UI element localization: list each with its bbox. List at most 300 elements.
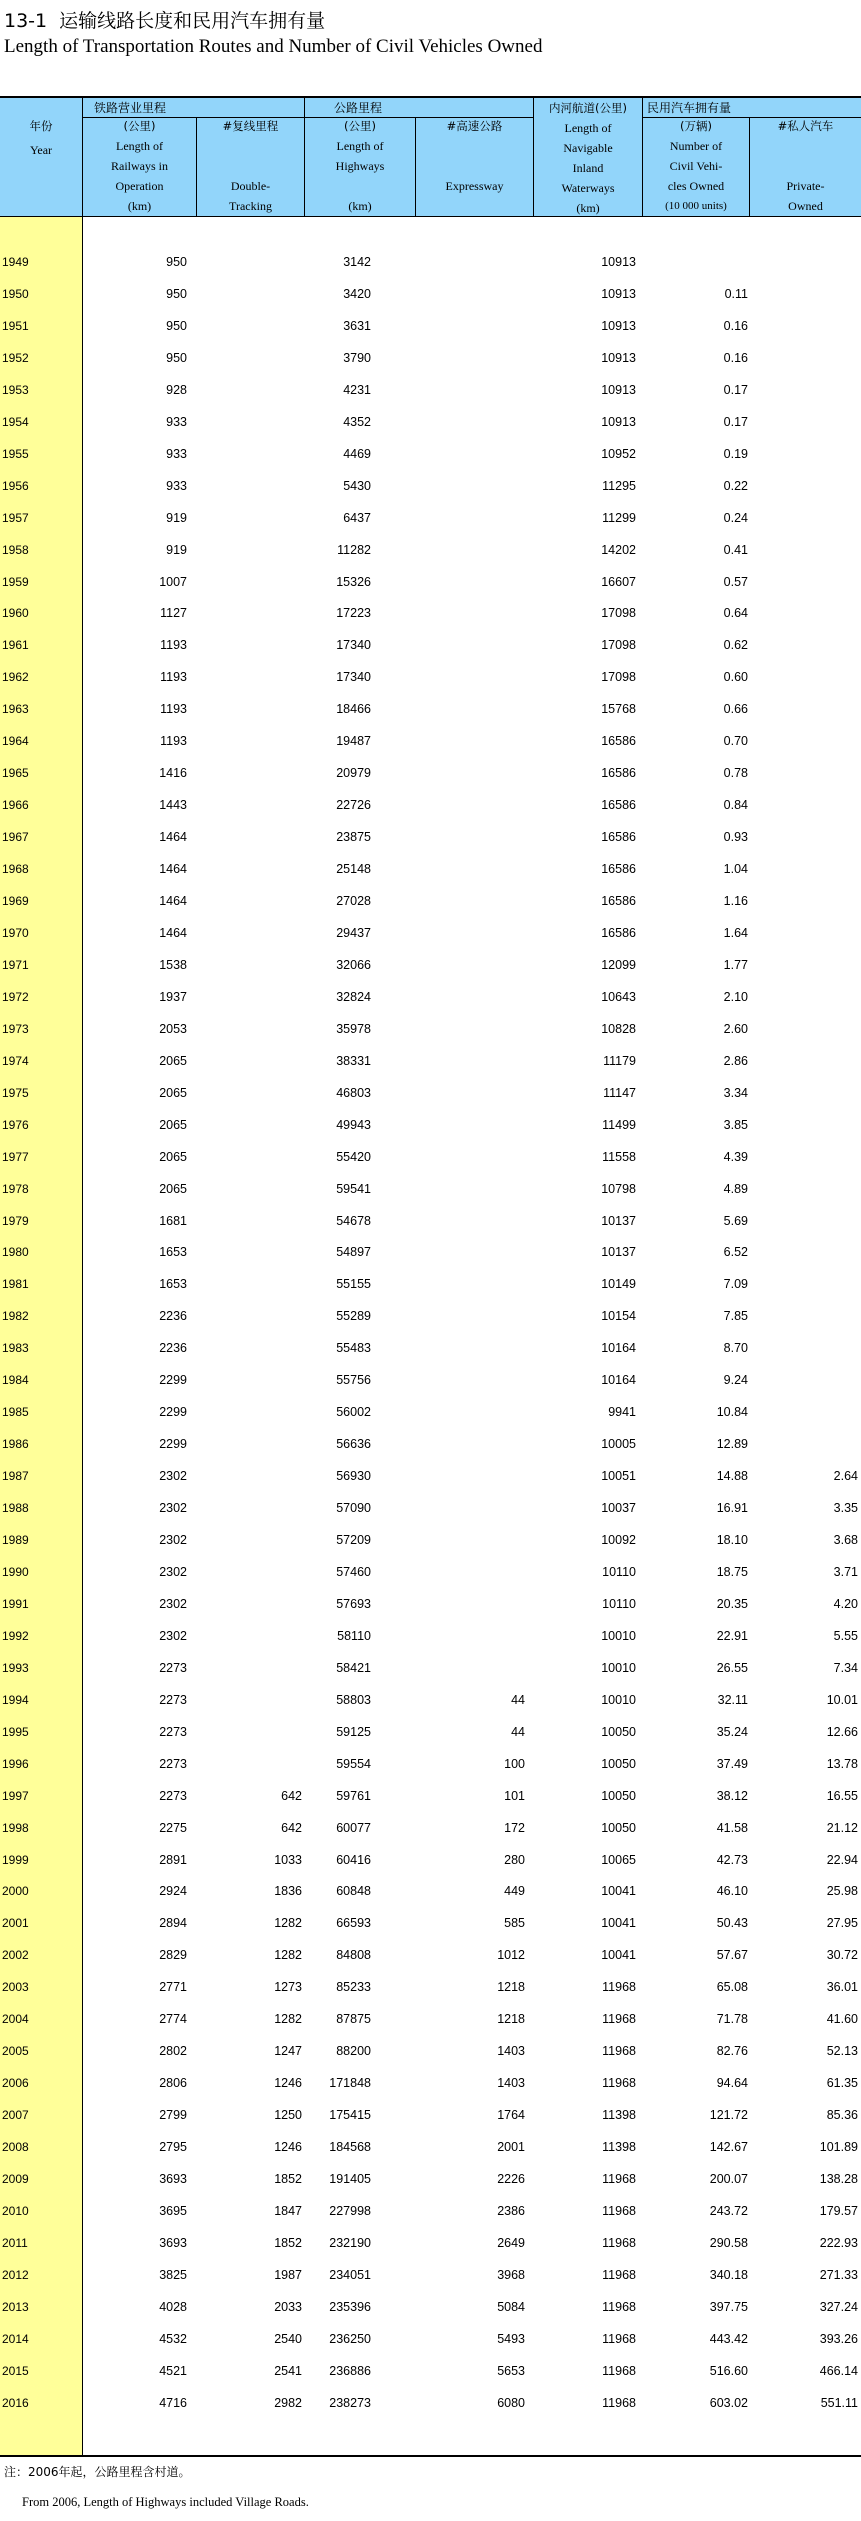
highway-length-cell: 58803: [336, 1692, 371, 1707]
waterway-length-cell: 11968: [602, 2299, 636, 2314]
vehicles-cell: 10.84: [716, 1405, 748, 1420]
year-cell: 2010: [2, 2203, 29, 2218]
double-tracking-cell: 1250: [274, 2108, 302, 2123]
year-cell: 1973: [2, 1021, 29, 1036]
highway-length-cell: 56002: [336, 1405, 371, 1420]
private-vehicles-cell: 61.35: [826, 2076, 858, 2091]
year-cell: 1978: [2, 1181, 29, 1196]
private-vehicles-cell: 52.13: [826, 2044, 858, 2059]
rail-length-cell: 4521: [159, 2363, 187, 2378]
waterway-length-cell: 11968: [602, 2395, 636, 2410]
waterway-length-cell: 10041: [601, 1916, 636, 1931]
double-tracking-cell: 2540: [274, 2331, 302, 2346]
table-row: [0, 660, 861, 692]
private-vehicles-cell: 5.55: [833, 1628, 858, 1643]
vehicles-cell: 4.39: [723, 1149, 748, 1164]
rail-length-cell: 1464: [159, 830, 187, 845]
expressway-cell: 1218: [497, 1980, 525, 1995]
rail-length-cell: 2829: [159, 1948, 187, 1963]
private-vehicles-cell: 179.57: [819, 2203, 858, 2218]
highway-length-cell: 235396: [329, 2299, 371, 2314]
table-row: [0, 756, 861, 788]
year-cell: 1970: [2, 925, 29, 940]
rail-length-cell: 2275: [159, 1820, 187, 1835]
waterway-length-cell: 11968: [602, 2172, 636, 2186]
rail-length-cell: 950: [166, 350, 187, 365]
vehicles-cell: 1.77: [723, 957, 748, 972]
highway-length-cell: 57209: [336, 1533, 371, 1547]
vehicles-cell: 2.86: [723, 1053, 748, 1068]
year-cell: 1981: [2, 1277, 29, 1292]
highway-length-cell: 84808: [336, 1948, 371, 1963]
waterway-length-cell: 17098: [601, 670, 636, 685]
vehicles-cell: 290.58: [709, 2235, 748, 2250]
waterway-length-cell: 10010: [601, 1692, 636, 1707]
rail-length-cell: 2053: [159, 1021, 187, 1036]
year-cell: 2004: [2, 2012, 29, 2027]
private-vehicles-cell: 10.01: [826, 1692, 858, 1707]
table-row: [0, 1108, 861, 1140]
waterway-length-cell: 11968: [602, 2331, 636, 2346]
waterway-length-cell: 16586: [601, 830, 636, 845]
private-vehicles-cell: 85.36: [826, 2108, 858, 2123]
vehicles-cell: 121.72: [709, 2108, 748, 2123]
table-row: [0, 1204, 861, 1236]
table-row: [0, 628, 861, 660]
rail-length-cell: 2802: [159, 2044, 187, 2059]
highway-length-cell: 3631: [343, 318, 371, 333]
vehicles-cell: 71.78: [716, 2012, 748, 2027]
vehicles-cell: 0.57: [723, 574, 748, 589]
year-cell: 2002: [2, 1948, 29, 1963]
private-vehicles-cell: 138.28: [819, 2172, 858, 2186]
year-cell: 2000: [2, 1884, 29, 1899]
highway-length-cell: 17223: [336, 606, 371, 621]
rail-length-cell: 2924: [159, 1884, 187, 1899]
table-row: [0, 2130, 861, 2162]
highway-length-cell: 15326: [336, 574, 371, 589]
private-vehicles-cell: 327.24: [819, 2299, 858, 2314]
table-row: [0, 1619, 861, 1651]
year-cell: 2012: [2, 2267, 29, 2282]
waterway-length-cell: 10041: [601, 1884, 636, 1899]
waterway-length-cell: 10164: [601, 1341, 636, 1356]
highway-length-cell: 55483: [336, 1341, 371, 1356]
waterway-length-cell: 10913: [601, 318, 636, 333]
rail-length-cell: 2799: [159, 2108, 187, 2123]
highway-length-cell: 4231: [343, 382, 371, 397]
table-row: [0, 596, 861, 628]
year-cell: 1999: [2, 1852, 29, 1867]
vehicles-cell: 8.70: [723, 1341, 748, 1356]
rail-length-cell: 2273: [159, 1788, 187, 1803]
year-cell: 1953: [2, 382, 29, 397]
table-row: [0, 277, 861, 309]
vehicles-cell: 340.18: [709, 2267, 748, 2282]
rail-length-cell: 2273: [159, 1724, 187, 1739]
year-cell: 1992: [2, 1628, 29, 1643]
waterway-length-cell: 10164: [601, 1373, 636, 1388]
double-tracking-cell: 642: [281, 1788, 302, 1803]
waterway-length-cell: 10913: [601, 382, 636, 397]
highway-length-cell: 18466: [336, 702, 371, 717]
highway-length-cell: 27028: [336, 894, 371, 908]
year-cell: 1984: [2, 1373, 29, 1388]
vehicles-cell: 0.19: [723, 446, 748, 461]
waterway-length-cell: 10005: [601, 1437, 636, 1452]
highway-length-cell: 58110: [337, 1628, 371, 1643]
double-tracking-cell: 1836: [274, 1884, 302, 1899]
expressway-cell: 172: [504, 1820, 525, 1835]
year-cell: 1961: [2, 638, 29, 653]
rail-length-cell: 2302: [159, 1628, 187, 1643]
waterway-length-cell: 10137: [601, 1245, 636, 1260]
highway-length-cell: 58421: [336, 1660, 371, 1675]
waterway-length-cell: 16586: [601, 862, 636, 877]
expressway-cell: 1218: [497, 2012, 525, 2027]
expressway-cell: 5493: [497, 2331, 525, 2346]
table-row: [0, 2290, 861, 2322]
table-row: [0, 2386, 861, 2418]
expressway-cell: 2226: [497, 2172, 525, 2186]
double-tracking-cell: 1246: [274, 2076, 302, 2091]
waterway-length-cell: 11147: [603, 1085, 636, 1100]
rail-length-cell: 3693: [159, 2172, 187, 2186]
header-rail: (公里) Length of Railways in Operation (km): [111, 119, 168, 213]
waterway-length-cell: 10010: [601, 1628, 636, 1643]
expressway-cell: 2386: [497, 2203, 525, 2218]
table-row: [0, 1811, 861, 1843]
waterway-length-cell: 10037: [601, 1501, 636, 1516]
rail-length-cell: 2236: [159, 1341, 187, 1356]
highway-length-cell: 54678: [336, 1213, 371, 1228]
rail-length-cell: 2273: [159, 1660, 187, 1675]
table-row: [0, 501, 861, 533]
private-vehicles-cell: 7.34: [833, 1660, 858, 1675]
table-row: [0, 469, 861, 501]
private-vehicles-cell: 27.95: [826, 1916, 858, 1931]
rail-length-cell: 1193: [160, 734, 187, 749]
waterway-length-cell: 11558: [602, 1149, 636, 1164]
table-row: [0, 788, 861, 820]
vehicles-cell: 16.91: [716, 1501, 748, 1516]
expressway-cell: 449: [504, 1884, 525, 1899]
double-tracking-cell: 1847: [274, 2203, 302, 2218]
year-cell: 2007: [2, 2108, 29, 2123]
rail-length-cell: 1937: [159, 989, 187, 1004]
expressway-cell: 101: [504, 1788, 525, 1803]
highway-length-cell: 22726: [336, 798, 371, 813]
vehicles-cell: 0.60: [723, 670, 748, 685]
waterway-length-cell: 10154: [601, 1309, 636, 1324]
table-row: [0, 437, 861, 469]
waterway-length-cell: 16586: [601, 766, 636, 781]
private-vehicles-cell: 25.98: [826, 1884, 858, 1899]
vehicles-cell: 26.55: [716, 1660, 748, 1675]
rail-length-cell: 2299: [159, 1405, 187, 1420]
table-row: [0, 1076, 861, 1108]
rail-length-cell: 2806: [159, 2076, 187, 2091]
rail-length-cell: 933: [166, 446, 187, 461]
private-vehicles-cell: 271.33: [819, 2267, 858, 2282]
vehicles-cell: 9.24: [723, 1373, 748, 1388]
waterway-length-cell: 10110: [602, 1596, 636, 1611]
private-vehicles-cell: 101.89: [819, 2140, 858, 2155]
waterway-length-cell: 16586: [601, 798, 636, 813]
table-row: [0, 852, 861, 884]
table-row: [0, 1906, 861, 1938]
vehicles-cell: 22.91: [716, 1628, 748, 1643]
rail-length-cell: 2302: [159, 1501, 187, 1516]
vehicles-cell: 2.60: [723, 1021, 748, 1036]
highway-length-cell: 38331: [336, 1053, 371, 1068]
rail-length-cell: 4532: [159, 2331, 187, 2346]
waterway-length-cell: 14202: [601, 542, 636, 557]
table-row: [0, 1235, 861, 1267]
table-title-cn: [4, 6, 325, 33]
year-cell: 2003: [2, 1980, 29, 1995]
highway-length-cell: 227998: [329, 2203, 371, 2218]
vehicles-cell: 42.73: [716, 1852, 748, 1867]
expressway-cell: 1403: [497, 2076, 525, 2091]
table-row: [0, 405, 861, 437]
year-cell: 1963: [2, 702, 29, 717]
waterway-length-cell: 17098: [601, 638, 636, 653]
table-title-cn-text: 运输线路长度和民用汽车拥有量: [59, 10, 326, 32]
private-vehicles-cell: 3.71: [833, 1564, 858, 1579]
highway-length-cell: 54897: [336, 1245, 371, 1260]
rail-length-cell: 2795: [159, 2140, 187, 2155]
year-cell: 1950: [2, 286, 29, 301]
year-cell: 1952: [2, 350, 29, 365]
waterway-length-cell: 10050: [601, 1788, 636, 1803]
table-row: [0, 1874, 861, 1906]
year-cell: 1998: [2, 1820, 29, 1835]
year-cell: 1994: [2, 1692, 29, 1707]
rail-length-cell: 3693: [159, 2235, 187, 2250]
private-vehicles-cell: 2.64: [833, 1469, 858, 1484]
rail-length-cell: 1443: [159, 798, 187, 813]
year-cell: 2009: [2, 2172, 29, 2186]
year-cell: 1959: [2, 574, 29, 589]
vehicles-cell: 18.75: [716, 1564, 748, 1579]
table-row: [0, 2066, 861, 2098]
private-vehicles-cell: 12.66: [826, 1724, 858, 1739]
double-tracking-cell: 1282: [274, 2012, 302, 2027]
year-cell: 1949: [2, 255, 29, 269]
year-cell: 2015: [2, 2363, 29, 2378]
year-cell: 2001: [2, 1916, 29, 1931]
table-row: [0, 1970, 861, 2002]
rail-length-cell: 2302: [159, 1533, 187, 1547]
year-cell: 1982: [2, 1309, 29, 1324]
rail-length-cell: 1416: [159, 766, 187, 781]
waterway-length-cell: 16607: [601, 574, 636, 589]
rail-length-cell: 1007: [159, 574, 187, 589]
rail-length-cell: 1653: [159, 1245, 187, 1260]
table-row: [0, 1140, 861, 1172]
rail-length-cell: 1193: [160, 670, 187, 685]
header-waterway: 内河航道(公里) Length of Navigable Inland Waterways (km): [549, 101, 627, 215]
rail-length-cell: 2774: [159, 2012, 187, 2027]
vehicles-cell: 1.64: [723, 925, 748, 940]
highway-length-cell: 25148: [336, 862, 371, 877]
waterway-length-cell: 11968: [602, 2044, 636, 2059]
vehicles-cell: 516.60: [709, 2363, 748, 2378]
expressway-cell: 1012: [497, 1948, 525, 1963]
table-row: [0, 1459, 861, 1491]
highway-length-cell: 88200: [336, 2044, 371, 2059]
year-cell: 1966: [2, 798, 29, 813]
table-row: [0, 1747, 861, 1779]
table-row: [0, 2194, 861, 2226]
vehicles-cell: 14.88: [716, 1469, 748, 1484]
highway-length-cell: 57090: [336, 1501, 371, 1516]
year-cell: 1974: [2, 1053, 29, 1068]
expressway-cell: 585: [504, 1916, 525, 1931]
private-vehicles-cell: 3.35: [833, 1501, 858, 1516]
double-tracking-cell: 1282: [274, 1948, 302, 1963]
table-row: [0, 2162, 861, 2194]
year-cell: 1972: [2, 989, 29, 1004]
rail-length-cell: 1464: [159, 925, 187, 940]
expressway-cell: 5084: [497, 2299, 525, 2314]
double-tracking-cell: 1246: [274, 2140, 302, 2155]
rail-length-cell: 933: [166, 414, 187, 429]
vehicles-cell: 65.08: [716, 1980, 748, 1995]
table-row: [0, 565, 861, 597]
vehicles-cell: 7.85: [723, 1309, 748, 1324]
highway-length-cell: 85233: [336, 1980, 371, 1995]
table-row: [0, 1779, 861, 1811]
header-double-tracking: #复线里程 Double- Tracking: [222, 119, 279, 213]
waterway-length-cell: 11968: [602, 2203, 636, 2218]
year-cell: 1993: [2, 1660, 29, 1675]
highway-length-cell: 87875: [336, 2012, 371, 2027]
year-cell: 1986: [2, 1437, 29, 1452]
table-row: [0, 1395, 861, 1427]
rail-length-cell: 2302: [159, 1469, 187, 1484]
year-cell: 1997: [2, 1788, 29, 1803]
highway-length-cell: 5430: [343, 478, 371, 493]
highway-length-cell: 66593: [336, 1916, 371, 1931]
table-row: [0, 724, 861, 756]
table-row: [0, 2354, 861, 2386]
table-row: [0, 1491, 861, 1523]
waterway-length-cell: 10913: [601, 350, 636, 365]
highway-length-cell: 234051: [329, 2267, 371, 2282]
table-row: [0, 1044, 861, 1076]
header-vehicles: (万辆) Number of Civil Vehi- cles Owned (10 000 units): [665, 119, 727, 212]
private-vehicles-cell: 4.20: [833, 1596, 858, 1611]
table-row: [0, 373, 861, 405]
waterway-length-cell: 10050: [601, 1820, 636, 1835]
vehicles-cell: 7.09: [723, 1277, 748, 1292]
highway-length-cell: 49943: [336, 1117, 371, 1132]
vehicles-cell: 0.17: [723, 414, 748, 429]
vehicles-cell: 18.10: [716, 1533, 748, 1547]
table-row: [0, 1523, 861, 1555]
table-bottom-rule: [0, 2455, 861, 2457]
highway-length-cell: 60077: [336, 1820, 371, 1835]
highway-length-cell: 20979: [336, 766, 371, 781]
double-tracking-cell: 642: [281, 1820, 302, 1835]
table-row: [0, 1012, 861, 1044]
waterway-length-cell: 10010: [601, 1660, 636, 1675]
table-number: 13-1: [4, 10, 48, 32]
rail-length-cell: 1127: [160, 606, 187, 621]
year-cell: 1991: [2, 1596, 29, 1611]
double-tracking-cell: 1987: [274, 2267, 302, 2282]
vehicles-cell: 41.58: [716, 1820, 748, 1835]
vehicles-cell: 32.11: [717, 1692, 748, 1707]
header-highway-cn: 公路里程: [334, 101, 383, 115]
vehicles-cell: 0.62: [723, 638, 748, 653]
year-cell: 2014: [2, 2331, 29, 2346]
vehicles-cell: 0.93: [723, 830, 748, 845]
vehicles-cell: 3.34: [723, 1085, 748, 1100]
waterway-length-cell: 11398: [602, 2140, 636, 2155]
waterway-length-cell: 11968: [602, 2267, 636, 2282]
private-vehicles-cell: 393.26: [819, 2331, 858, 2346]
private-vehicles-cell: 16.55: [826, 1788, 858, 1803]
table-row: [0, 341, 861, 373]
table-row: [0, 948, 861, 980]
year-cell: 1983: [2, 1341, 29, 1356]
rail-length-cell: 950: [166, 255, 187, 269]
table-row: [0, 820, 861, 852]
table-row: [0, 884, 861, 916]
table-row: [0, 1427, 861, 1459]
expressway-cell: 3968: [497, 2267, 525, 2282]
vehicles-cell: 0.70: [723, 734, 748, 749]
year-cell: 1956: [2, 478, 29, 493]
vehicles-cell: 2.10: [723, 989, 748, 1004]
year-cell: 1965: [2, 766, 29, 781]
waterway-length-cell: 10110: [602, 1564, 636, 1579]
rail-length-cell: 2299: [159, 1373, 187, 1388]
vehicles-cell: 94.64: [716, 2076, 748, 2091]
rail-length-cell: 1193: [160, 638, 187, 653]
year-cell: 1988: [2, 1501, 29, 1516]
highway-length-cell: 59761: [336, 1788, 371, 1803]
note-en: From 2006, Length of Highways included Village Roads.: [22, 2495, 309, 2509]
table-row: [0, 916, 861, 948]
rail-length-cell: 950: [166, 318, 187, 333]
year-cell: 2016: [2, 2395, 29, 2410]
private-vehicles-cell: 13.78: [826, 1756, 858, 1771]
vehicles-cell: 35.24: [716, 1724, 748, 1739]
rail-length-cell: 2771: [159, 1980, 187, 1995]
rail-length-cell: 2065: [159, 1085, 187, 1100]
highway-length-cell: 59554: [336, 1756, 371, 1771]
highway-length-cell: 32066: [336, 957, 371, 972]
vehicles-cell: 37.49: [716, 1756, 748, 1771]
vehicles-cell: 603.02: [709, 2395, 748, 2410]
vehicles-cell: 3.85: [723, 1117, 748, 1132]
highway-length-cell: 29437: [336, 925, 371, 940]
table-row: [0, 533, 861, 565]
double-tracking-cell: 1852: [274, 2172, 302, 2186]
year-cell: 2011: [2, 2235, 28, 2250]
private-vehicles-cell: 41.60: [826, 2012, 858, 2027]
waterway-length-cell: 11968: [602, 2363, 636, 2378]
vehicles-cell: 200.07: [709, 2172, 748, 2186]
table-row: [0, 1683, 861, 1715]
year-cell: 1968: [2, 862, 29, 877]
highway-length-cell: 57693: [336, 1596, 371, 1611]
vehicles-cell: 38.12: [716, 1788, 748, 1803]
